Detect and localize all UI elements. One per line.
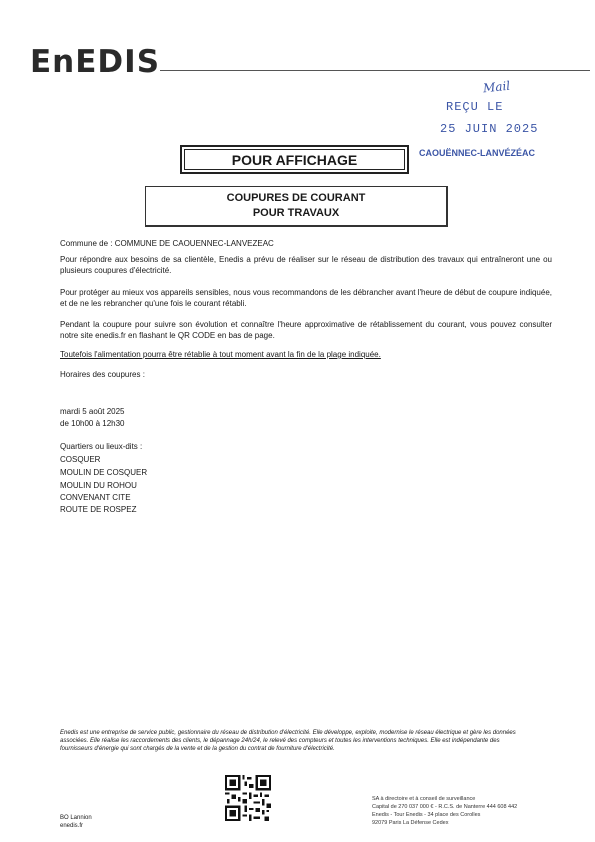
stamp-date: 25 JUIN 2025 xyxy=(440,122,539,136)
footer-company-info xyxy=(372,795,517,827)
paragraph-intro: Pour répondre aux besoins de sa clientèle, Enedis a prévu de réaliser sur le réseau de distribution des travaux qui entraîneront une ou plusieurs coupures d'électricité. xyxy=(60,255,552,275)
hours-label: Horaires des coupures : xyxy=(60,370,145,379)
legal-line: Enedis est une entreprise de service public, gestionnaire du réseau de distribution d'électricité. Elle développe, exploite, modernise le réseau électrique et gère les données xyxy=(60,730,516,736)
coupures-box xyxy=(145,186,448,227)
place-item: ROUTE DE ROSPEZ xyxy=(60,505,137,514)
paragraph-protect: Pour protéger au mieux vos appareils sensibles, nous vous recommandons de les débrancher avant l'heure de début de coupure indiquée, et de ne les rebrancher qu'une fois le courant rétabli. xyxy=(60,288,552,308)
coupures-line2: POUR TRAVAUX xyxy=(252,207,340,219)
paragraph-notice: Toutefois l'alimentation pourra être rétablie à tout moment avant la fin de la plage indiquée. xyxy=(60,350,381,359)
stamp-mail: Mail xyxy=(482,78,511,96)
paragraph-follow: Pendant la coupure pour suivre son évolution et connaître l'heure approximative de rétablissement du courant, vous pouvez consulter notre site enedis.fr en flashant le QR CODE en bas de page. xyxy=(60,320,552,340)
pour-affichage-box xyxy=(180,145,409,174)
enedis-logo: EnEDIS xyxy=(30,44,161,80)
outage-date: mardi 5 août 2025 xyxy=(60,407,125,416)
footer-legal-text xyxy=(60,729,530,753)
place-item: COSQUER xyxy=(60,455,101,464)
place-item: CONVENANT CITE xyxy=(60,493,131,502)
footer-left xyxy=(60,814,92,830)
company-line: Capital de 270 037 000 € - R.C.S. de Nanterre 444 608 442 xyxy=(372,804,518,810)
place-item: MOULIN DE COSQUER xyxy=(60,468,148,477)
outage-time: de 10h00 à 12h30 xyxy=(60,419,125,428)
qr-code[interactable] xyxy=(225,775,271,821)
places-label: Quartiers ou lieux-dits : xyxy=(60,442,143,451)
pour-affichage-title: POUR AFFICHAGE xyxy=(231,151,358,168)
legal-line: fournisseurs d'énergie qui sont chargés de la vente et de la gestion du contrat de fourniture d'électricité. xyxy=(60,746,335,752)
company-line: SA à directoire et à conseil de surveillance xyxy=(372,796,476,802)
header-rule xyxy=(160,70,590,71)
company-line: 92079 Paris La Défense Cedex xyxy=(372,820,449,826)
footer-website-link[interactable]: enedis.fr xyxy=(60,823,84,829)
company-line: Enedis - Tour Enedis - 34 place des Corolles xyxy=(372,812,481,818)
stamp-commune: CAOUËNNEC-LANVÉZÉAC xyxy=(419,148,536,158)
footer-office: BO Lannion xyxy=(60,815,92,821)
legal-line: associées. Elle réalise les raccordements des clients, le dépannage 24h/24, le relevé des compteurs et toutes les interventions techniques. Elle est indépendante des xyxy=(60,738,500,744)
stamp-received: REÇU LE xyxy=(446,100,504,114)
commune-line: Commune de : COMMUNE DE CAOUENNEC-LANVEZEAC xyxy=(60,239,274,248)
place-item: MOULIN DU ROHOU xyxy=(60,481,137,490)
coupures-line1: COUPURES DE COURANT xyxy=(226,192,366,204)
